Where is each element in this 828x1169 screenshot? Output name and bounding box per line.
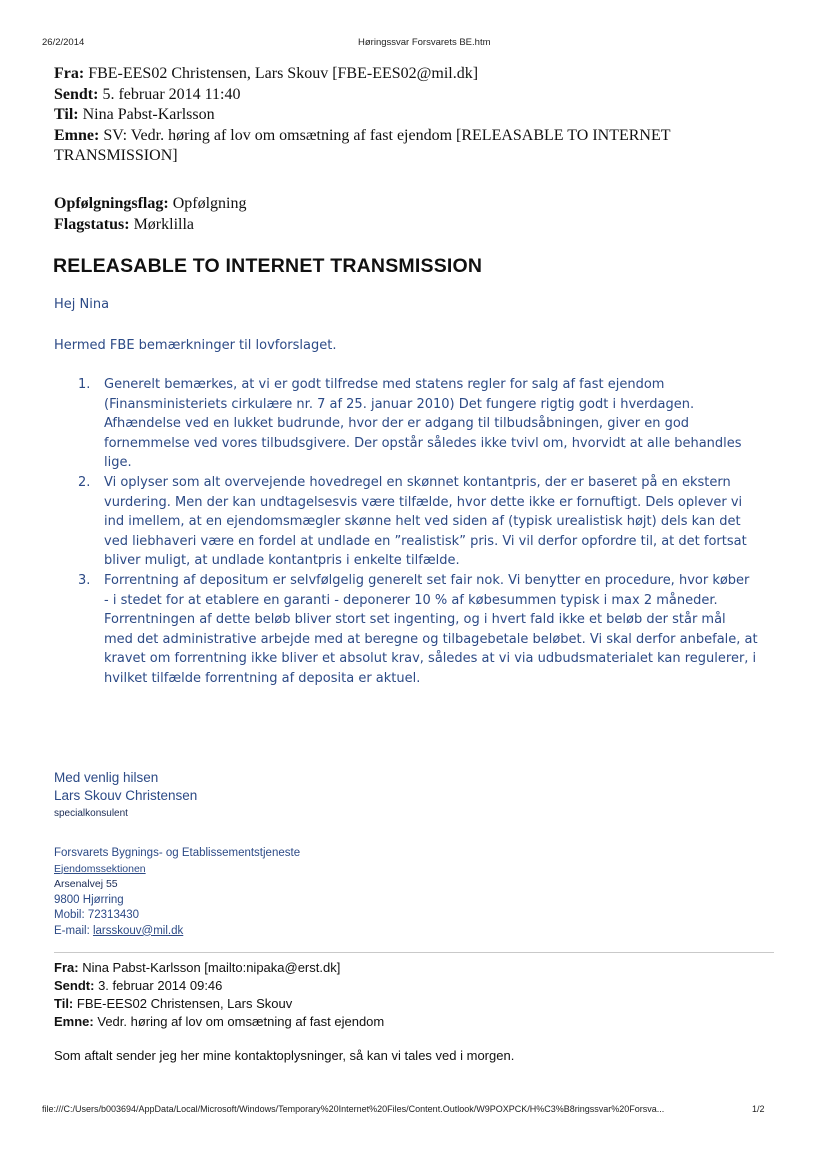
divider <box>54 952 774 953</box>
email-header <box>54 64 774 167</box>
org-city: 9800 Hjørring <box>54 893 124 906</box>
sent-label: Sendt: <box>54 85 99 103</box>
email-link[interactable]: larsskouv@mil.dk <box>92 924 184 937</box>
org-name: Forsvarets Bygnings- og Etablissementstjeneste <box>54 847 301 859</box>
page-number: 1/2 <box>752 1104 765 1114</box>
fwd-to-value: FBE-EES02 Christensen, Lars Skouv <box>76 996 293 1011</box>
fwd-subject-line <box>54 1013 384 1031</box>
fwd-sent-label: Sendt: <box>54 978 95 993</box>
file-path: file:///C:/Users/b003694/AppData/Local/Microsoft/Windows/Temporary%20Internet%20Files/Content.Outlook/W9POXPCK/H%C3%B8ringssvar%20Forsva... <box>42 1104 665 1114</box>
list-item-number: 3. <box>78 572 91 588</box>
list-item <box>78 473 758 571</box>
org-email-line <box>54 924 300 940</box>
followup-line <box>54 193 246 214</box>
from-value: FBE-EES02 Christensen, Lars Skouv [FBE-EES02@mil.dk] <box>88 65 479 82</box>
release-heading: RELEASABLE TO INTERNET TRANSMISSION <box>53 255 483 277</box>
followup-label: Opfølgningsflag: <box>54 195 169 212</box>
signature <box>54 769 197 823</box>
subject-line <box>54 126 694 167</box>
list-item-text: Forrentning af depositum er selvfølgelig generelt set fair nok. Vi benytter en procedure, hvor køber - i stedet for at etablere en garanti - deponerer 10 % af købesummen typisk i max 2 måneder. Forrentningen af dette beløb bliver stort set ingenting, og i hvert fald ikke et beløb der står mål med det administrative arbejde med at beregne og tilbagebetale beløbet. Vi skal derfor anbefale, at kravet om forrentning ikke bliver et absolut krav, således at vi via udbudsmaterialet kan regulerer, i hvilket tilfælde forrentning af deposita er aktuel. <box>104 572 758 686</box>
fwd-sent-value: 3. februar 2014 09:46 <box>98 978 223 993</box>
list-item-text: Vi oplyser som alt overvejende hovedregel en skønnet kontantpris, der er baseret på en ekstern vurdering. Men der kan undtagelsesvis være tilfælde, hvor dette ikke er fornuftigt. Dels oplever vi ind imellem, at en ejendomsmægler skønne helt ved siden af (typisk urealistisk højt) dels kan det ved liebhaveri være en fordel at undlade en ”realistisk” pris. Vi vil derfor opfordre til, at det fortsat bliver muligt, at undlade kontantpris i enkelte tilfælde. <box>104 474 747 569</box>
email-label: E-mail: <box>54 924 90 937</box>
forwarded-body: Som aftalt sender jeg her mine kontaktoplysninger, så kan vi tales ved i morgen. <box>54 1048 515 1063</box>
fwd-subject-value: Vedr. høring af lov om omsætning af fast ejendom <box>97 1014 385 1029</box>
print-title: Høringssvar Forsvarets BE.htm <box>358 37 491 48</box>
signer-name: Lars Skouv Christensen <box>54 788 198 803</box>
org-block <box>54 846 300 939</box>
fwd-from-label: Fra: <box>54 960 79 975</box>
signer-title: specialkonsulent <box>54 808 128 819</box>
followup-value: Opfølgning <box>172 195 247 212</box>
org-street: Arsenalvej 55 <box>54 878 118 890</box>
to-line <box>54 105 774 126</box>
forwarded-header <box>54 959 384 1031</box>
fwd-subject-label: Emne: <box>54 1014 94 1029</box>
to-value: Nina Pabst-Karlsson <box>82 106 215 123</box>
org-dept: Ejendomssektionen <box>54 862 146 875</box>
from-label: Fra: <box>54 65 85 82</box>
list-item-number: 1. <box>78 377 91 392</box>
fwd-to-line <box>54 995 384 1013</box>
list-item-text: Generelt bemærkes, at vi er godt tilfredse med statens regler for salg af fast ejendom (Finansministeriets cirkulære nr. 7 af 25. januar 2010) Det fungere rigtig godt i hverdagen. Afhændelse ved en lukket budrunde, hvor der er adgang til tilbudsåbningen, giver en god fornemmelse ved vores tilbudsgivere. Der opstår således ikke tvivl om, hvorvidt at alle behandles lige. <box>104 377 742 471</box>
fwd-from-line <box>54 959 384 977</box>
fwd-to-label: Til: <box>54 996 74 1011</box>
sent-line <box>54 85 774 106</box>
status-value: Mørklilla <box>133 216 194 233</box>
from-line <box>54 64 774 85</box>
flags-block <box>54 193 246 235</box>
to-label: Til: <box>54 106 79 123</box>
status-label: Flagstatus: <box>54 216 130 233</box>
org-mobile: Mobil: 72313430 <box>54 909 140 921</box>
subject-label: Emne: <box>54 126 100 144</box>
list-item-number: 2. <box>78 474 91 490</box>
status-line <box>54 214 246 235</box>
subject-value: SV: Vedr. høring af lov om omsætning af fast ejendom [RELEASABLE TO INTERNET TRANSMISSION] <box>54 126 671 164</box>
fwd-sent-line <box>54 977 384 995</box>
greeting: Hej Nina <box>54 297 110 312</box>
remarks-list <box>78 375 758 689</box>
list-item <box>78 375 758 473</box>
list-item <box>78 571 758 689</box>
intro-text: Hermed FBE bemærkninger til lovforslaget. <box>54 338 337 353</box>
print-date: 26/2/2014 <box>42 37 85 48</box>
closing: Med venlig hilsen <box>54 770 159 785</box>
sent-value: 5. februar 2014 11:40 <box>102 85 241 103</box>
fwd-from-value: Nina Pabst-Karlsson [mailto:nipaka@erst.dk] <box>82 960 341 975</box>
